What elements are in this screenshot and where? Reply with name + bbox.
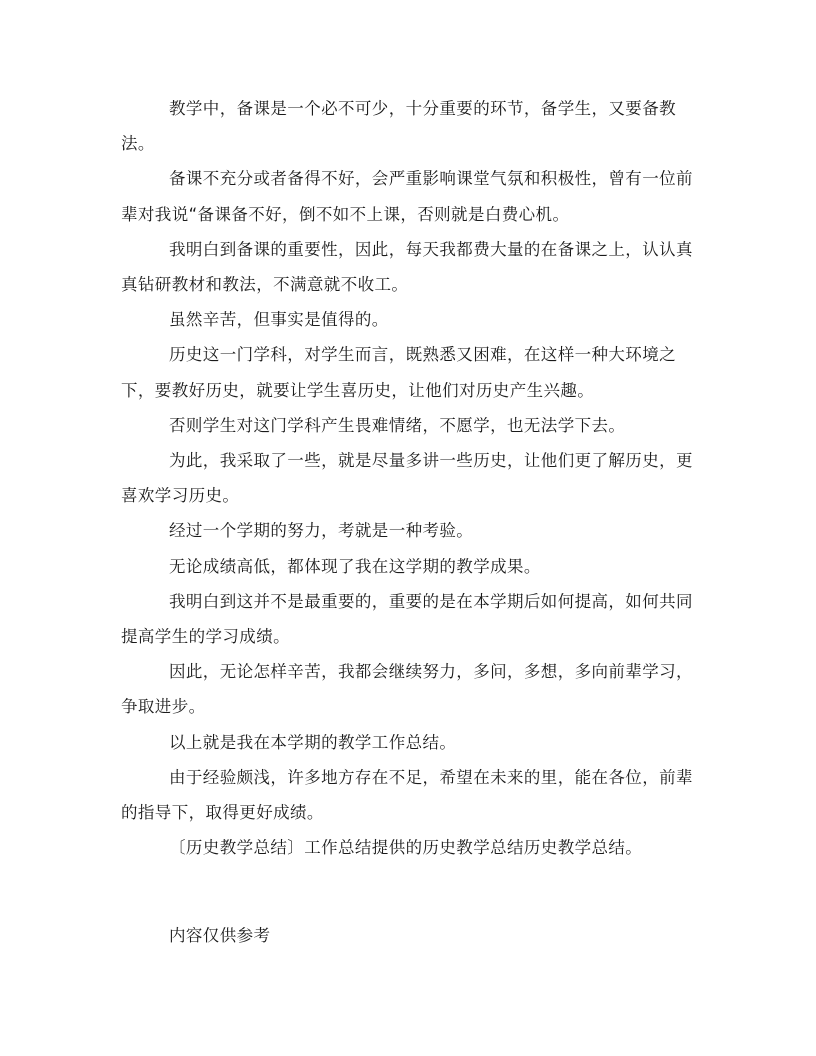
- paragraph-10: 我明白到这并不是最重要的，重要的是在本学期后如何提高，如何共同提高学生的学习成绩。: [121, 591, 693, 647]
- paragraph-14: 〔历史教学总结〕工作总结提供的历史教学总结历史教学总结。: [169, 838, 643, 858]
- paragraph-12: 以上就是我在本学期的教学工作总结。: [169, 732, 457, 752]
- paragraph-2: 备课不充分或者备得不好，会严重影响课堂气氛和积极性，曾有一位前辈对我说“备课备不好，倒不如不上课，否则就是白费心机。: [121, 169, 693, 224]
- paragraph-7: 为此，我采取了一些，就是尽量多讲一些历史，让他们更了解历史，更喜欢学习历史。: [121, 451, 693, 506]
- paragraph-11: 因此，无论怎样辛苦，我都会继续努力，多问，多想，多向前辈学习，争取进步。: [121, 662, 693, 717]
- paragraph-3: 我明白到备课的重要性，因此，每天我都费大量的在备课之上，认认真真钻研教材和教法，不满意就不收工。: [121, 239, 693, 295]
- paragraph-9: 无论成绩高低，都体现了我在这学期的教学成果。: [169, 556, 541, 576]
- paragraph-4: 虽然辛苦，但事实是值得的。: [169, 310, 389, 330]
- paragraph-1: 教学中，备课是一个必不可少，十分重要的环节，备学生，又要备教法。: [121, 99, 676, 154]
- paragraph-13: 由于经验颇浅，许多地方存在不足，希望在未来的里，能在各位，前辈的指导下，取得更好成绩。: [121, 767, 693, 823]
- document-body: [121, 91, 695, 865]
- paragraph-5: 历史这一门学科，对学生而言，既熟悉又困难，在这样一种大环境之下，要教好历史，就要让学生喜历史，让他们对历史产生兴趣。: [121, 345, 676, 400]
- reference-only-note: 内容仅供参考: [169, 926, 271, 945]
- paragraph-6: 否则学生对这门学科产生畏难情绪，不愿学，也无法学下去。: [169, 415, 626, 435]
- paragraph-8: 经过一个学期的努力，考就是一种考验。: [169, 521, 474, 541]
